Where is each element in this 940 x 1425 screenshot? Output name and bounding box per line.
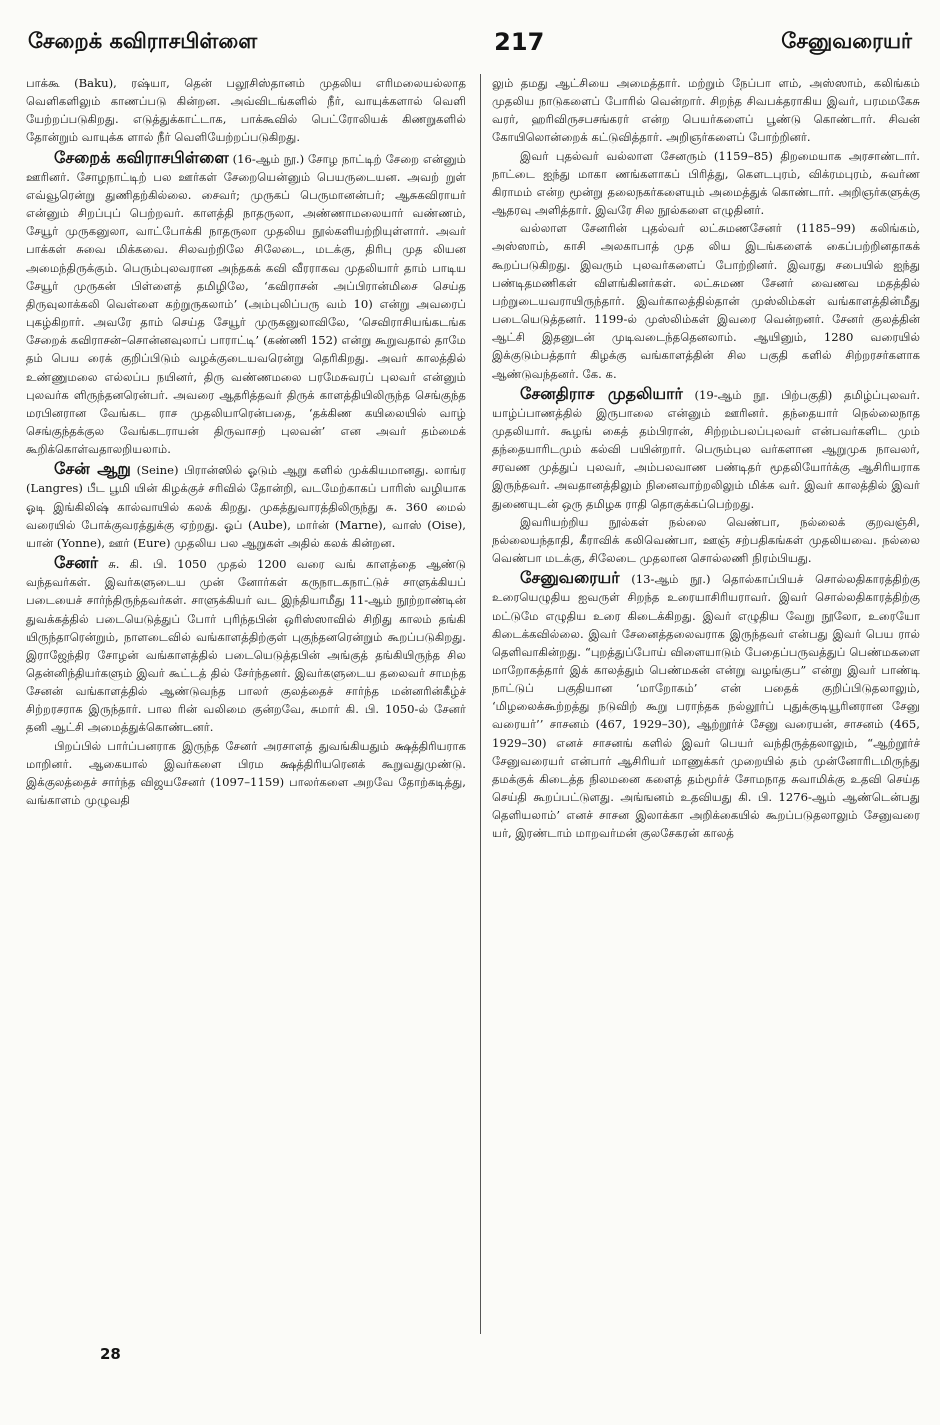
entry-kavirasapillai <box>26 149 466 459</box>
entry-headword: சேறைக் கவிராசபிள்ளை <box>54 147 229 167</box>
baku-continuation: பாக்கூ (Baku), ரஷ்யா, தென் பலூசிஸ்தானம் முதலிய எரிமலையல்லாத வெளிகளிலும் காணப்படு கின்றன. அவ்விடங்களில் நீர், வாயுக்களால் வெளி யேற்றப்படுகிறது. எடுத்துக்காட்டாக, பாக்கூவில் பெட்ரோலியக் கிணறுகளில் தோன்றும் வாயுக்க ளால் நீர் வெளியேற்றப்படுகிறது. <box>26 76 466 145</box>
entry-body: (13-ஆம் நூ.) தொல்காப்பியச் சொல்லதிகாரத்திற்கு உரையெழுதிய ஐவருள் சிறந்த உரையாசிரியராவர். இவர் சொல்லதிகாரத்திற்கு மட்டுமே எழுதிய உரை கிடைக்கிறது. இவர் எழுதிய வேறு நூலோ, உரையோ கிடைக்கவில்லை. இவர் சேனைத்தலைவராக இருந்தவர் என்பது இவர் பெய ரால் தெளிவாகின்றது. “புறத்துப்போய் விளையாடும் பேதைப்பருவத்துப் பெண்மகளை மாறோகத்தார் இக் காலத்தும் பெண்மகன் என்று வழங்குப” என்று இவர் பாண்டி நாட்டுப் பகுதியான ‘மாறோகம்’ என் பதைக் குறிப்பிடுதலாலும், ‘மிழலைக்கூற்றத்து நடுவிற் கூறு பராந்தக நல்லூர்ப் புதுக்குடியூரினரான சேனு வரையர்’’ சாசனம் (467, 1929–30), ஆற்றூர்ச் சேனு வரையன், சாசனம் (465, 1929–30) எனச் சாசனங் களில் இவர் பெயர் வந்திருத்தலாலும், “ஆற்றூர்ச் சேனுவரையர் என்பார் ஆசிரியர் மாணுக்கர் முறையில் தம் முன்னோரிடமிருந்து தமக்குக் கிடைத்த நிலமனை களைத் தம்மூர்ச் சோமநாத சுவாமிக்கு உதவி செய்த செய்தி கூறப்பட்டுளது. அங்ஙனம் உதவியது கி. பி. 1276-ஆம் ஆண்டென்பது தெளியலாம்’ எனச் சாசன இலாக்கா அறிக்கையில் கூறப்படுதலாலும் சேனுவரை யர், இரண்டாம் மாறவர்மன் குலசேகரன் காலத் <box>492 572 920 841</box>
entry-body: (Seine) பிரான்ஸில் ஓடும் ஆறு களில் முக்கியமானது. லாங்ர (Langres) பீட பூமி யின் கிழக்குச் சரிவில் தோன்றி, வடமேற்காகப் பாரிஸ் வழியாக ஓடி இங்கிலிஷ் கால்வாயில் கலக் கிறது. முகத்துவாரத்திலிருந்து சு. 360 மைல் வரையில் போக்குவரத்துக்கு ஏற்றது. ஓப் (Aube), மார்ன் (Marne), வாஸ் (Oise), யான் (Yonne), ஊர் (Eure) முதலிய பல ஆறுகள் அதில் கலக் கின்றன. <box>26 463 466 550</box>
running-head-left: சேறைக் கவிராசபிள்ளை <box>28 28 258 53</box>
entry-senar <box>26 554 466 809</box>
entry-senathiraja-mudaliyar <box>492 385 920 568</box>
entry-headword: சேனதிராச முதலியார் <box>520 383 683 403</box>
right-column <box>492 74 920 843</box>
running-head-right: சேனுவரையர் <box>781 28 912 53</box>
running-head <box>28 22 912 62</box>
page-number: 217 <box>494 28 545 56</box>
entry-seine <box>26 460 466 552</box>
entry-paragraph: இவரியற்றிய நூல்கள் நல்லை வெண்பா, நல்லைக் குறவஞ்சி, நல்லையந்தாதி, கீராவிக் கலிவெண்பா, ஊஞ் சற்பதிகங்கள் முதலியவை. நல்லை வெண்பா மடக்கு, சிலேடை முதலான சொல்லணி நிரம்பியது. <box>492 514 920 566</box>
folio-number: 28 <box>100 1345 121 1363</box>
entry-headword: சேனுவரையர் <box>520 568 620 588</box>
entry-senavaraiyar <box>492 569 920 842</box>
entry-paragraph <box>492 219 920 382</box>
entry-paragraph: இவர் புதல்வர் வல்லாள சேனரும் (1159–85) திறமையாக அரசாண்டார். நாட்டை ஐந்து மாகா ணங்களாகப் பிரித்து, கௌடபுரம், விக்ரமபுரம், சுவர்ண கிராமம் என்ற மூன்று தலைநகர்களையும் அமைத்துக் கொண்டார். அறிஞர்களுக்கு ஆதரவு அளித்தார். இவரே சில நூல்களை எழுதினர். <box>492 148 920 218</box>
entry-headword: சேன் ஆறு <box>54 459 131 479</box>
author-signature: கே. க. <box>582 366 617 381</box>
paragraph-text: வல்லாள சேனரின் புதல்வர் லட்சுமணசேனர் (1185–99) கலிங்கம், அஸ்ஸாம், காசி அலகாபாத் முத லிய இடங்களைக் கைப்பற்றினதாகக் கூறப்படுகிறது. இவரும் புலவர்களைப் போற்றினர். இவரது சபையில் ஐந்து பண்டிதமணிகள் விளங்கினர்கள். லட்சுமண சேனர் வைணவ மதத்தில் பற்றுடையவராயிருந்தார். இவர்காலத்தில்தான் முஸ்லிம்கள் வங்காளத்தின்மீது படையெடுத்தனர். 1199-ல் முஸ்லிம்கள் இவரை வென்றனர். சேனர் குலத்தின் ஆட்சி இதனுடன் முடிவடைந்ததெனலாம். ஆயினும், 1280 வரையில் இக்குடும்பத்தார் கிழக்கு வங்காளத்தின் சில பகுதி களில் சிற்றரசர்களாக ஆண்டுவந்தனர். <box>492 221 920 381</box>
entry-body: சு. கி. பி. 1050 முதல் 1200 வரை வங் காளத்தை ஆண்டு வந்தவர்கள். இவர்களுடைய முன் னோர்கள் கருநாடகநாட்டுச் சாளுக்கியப் படையைச் சார்ந்திருந்தவர்கள். சாளுக்கியர் வட இந்தியாமீது 11-ஆம் நூற்றாண்டின் துவக்கத்தில் படையெடுத்துப் போர் புரிந்தபின் ஒரிஸ்ஸாவில் சிறிது காலம் தங்கி யிருந்தாரென்றும், நாளடைவில் வங்காளத்திற்குள் புகுந்தனரென்றும் கூறப்படுகிறது. இராஜேந்திர சோழன் வங்காளத்தில் படையெடுத்தபின் அங்குத் தங்கியிருந்த சில தென்னிந்தியர்களும் இவர் கூட்டத் தில் சேர்ந்தனர். இவர்களுடைய தலைவர் சாமந்த சேனன் வங்காளத்தில் ஆண்டுவந்த பாலர் குலத்தைச் சார்ந்த மன்னரின்கீழ்ச் சிற்றரசராக இருந்தார். பால ரின் வலிமை குன்றவே, சுமார் கி. பி. 1050-ல் சேனர் தனி ஆட்சி அமைத்துக்கொண்டனர். <box>26 557 466 735</box>
entry-body: (19-ஆம் நூ. பிற்பகுதி) தமிழ்ப்புலவர். யாழ்ப்பாணத்தில் இருபாலை என்னும் ஊரினர். தந்தையார் நெல்லைநாத முதலியார். கூழங் கைத் தம்பிரான், சிற்றம்பலப்புலவர் என்பவர்களிட மும் தந்தையாரிடமும் கல்வி பயின்றார். பெரும்புல வர்களான ஆறுமுக நாவலர், சரவண முத்துப் புலவர், அம்பலவாண பண்டிதர் மூதலியோர்க்கு ஆசிரியராக இருந்தவர். அவதானத்திலும் நினைவாற்றலிலும் மிக்க வர். இவர் காலத்தில் இவர் துணையுடன் ஒரு தமிழக ராதி தொகுக்கப்பெற்றது. <box>492 387 920 511</box>
column-divider <box>480 74 481 1334</box>
entry-headword: சேனர் <box>54 553 99 573</box>
senar-continuation: லும் தமது ஆட்சியை அமைத்தார். மற்றும் நேப்பா ளம், அஸ்ஸாம், கலிங்கம் முதலிய நாடுகளைப் போரில் வென்றார். சிறந்த சிவபக்தராகிய இவர், பரமமகேசு வரர், ஹரிவிருசபசங்கரர் என்ற பெயர்களைப் பூண்டு கொண்டார். சிவன் கோயிலொன்றைக் கட்டுவித்தார். அறிஞர்களைப் போற்றினர். <box>492 76 920 145</box>
left-column <box>26 74 466 809</box>
entry-paragraph: பிறப்பில் பார்ப்பனராக இருந்த சேனர் அரசாளத் துவங்கியதும் க்ஷத்திரியராக மாறினர். ஆகையால் இவர்களை பிரம க்ஷத்திரியரெனக் கூறுவதுமுண்டு. இக்குலத்தைச் சார்ந்த விஜயசேனர் (1097–1159) பாலர்களை அறவே தோற்கடித்து, வங்காளம் முழுவதி <box>26 738 466 808</box>
entry-body: (16-ஆம் நூ.) சோழ நாட்டிற் சேறை என்னும் ஊரினர். சோழநாட்டிற் பல ஊர்கள் சேறையென்னும் பெயருடையன. அவற் றுள் எவ்வூரென்று துணிதற்கில்லை. சைவர்; முருகப் பெருமானன்பர்; ஆசுகவிராயர் என்னும் சிறப்புப் பெற்றவர். காளத்தி நாதருலா, அண்ணாமலையார் வண்ணம், சேயூர் முருகனுலா, வாட்போக்கி நாதருலா முதலிய நூல்களியற்றியுள்ளார். அவர் பாக்கள் சுவை மிக்கவை. சிலவற்றிலே சிலேடை, மடக்கு, திரிபு முத லியன அமைந்திருக்கும். பெரும்புலவரான அந்தகக் கவி வீரராகவ முதலியார் தாம் பாடிய சேயூர் முருகன் பிள்ளைத் தமிழிலே, ‘கவிராசன் அப்பிரான்மிசை செய்த திருவுலாக்கலி வெள்ளை கற்றுருகலாம்’ (அம்புலிப்பரு வம் 10) என்று அவரைப் புகழ்கிறார். அவரே தாம் செய்த சேயூர் முருகனுலாவிலே, ‘செவிராசியங்கடங்க சேறைக் கவிராசன்–சொன்னவுலாப் பாராட்டி’ (கண்ணி 152) என்று கூறுவதால் தாமே தம் பெய ரைக் குறிப்பிடும் வழக்குடையவரென்று தெரிகிறது. அவர் காலத்தில் உண்ணுமலை எல்லப்ப நயினர், திரு வண்ணமலை பரமேசுவரப் புலவர் என்னும் புலவர்க ளிருந்தனரென்பர். அவரை ஆதரித்தவர் திருக் காளத்தியிலிருந்த செங்குந்த மரபினரான வேங்கட ராச முதலியாரென்பதை, ‘தக்கிண கயிலையில் வாழ் செங்குந்தக்குல வேங்கடராயன் திருவாசற் புலவன்’ என அவர் தம்மைக் கூறிக்கொள்வதாலறியலாம். <box>26 151 467 457</box>
